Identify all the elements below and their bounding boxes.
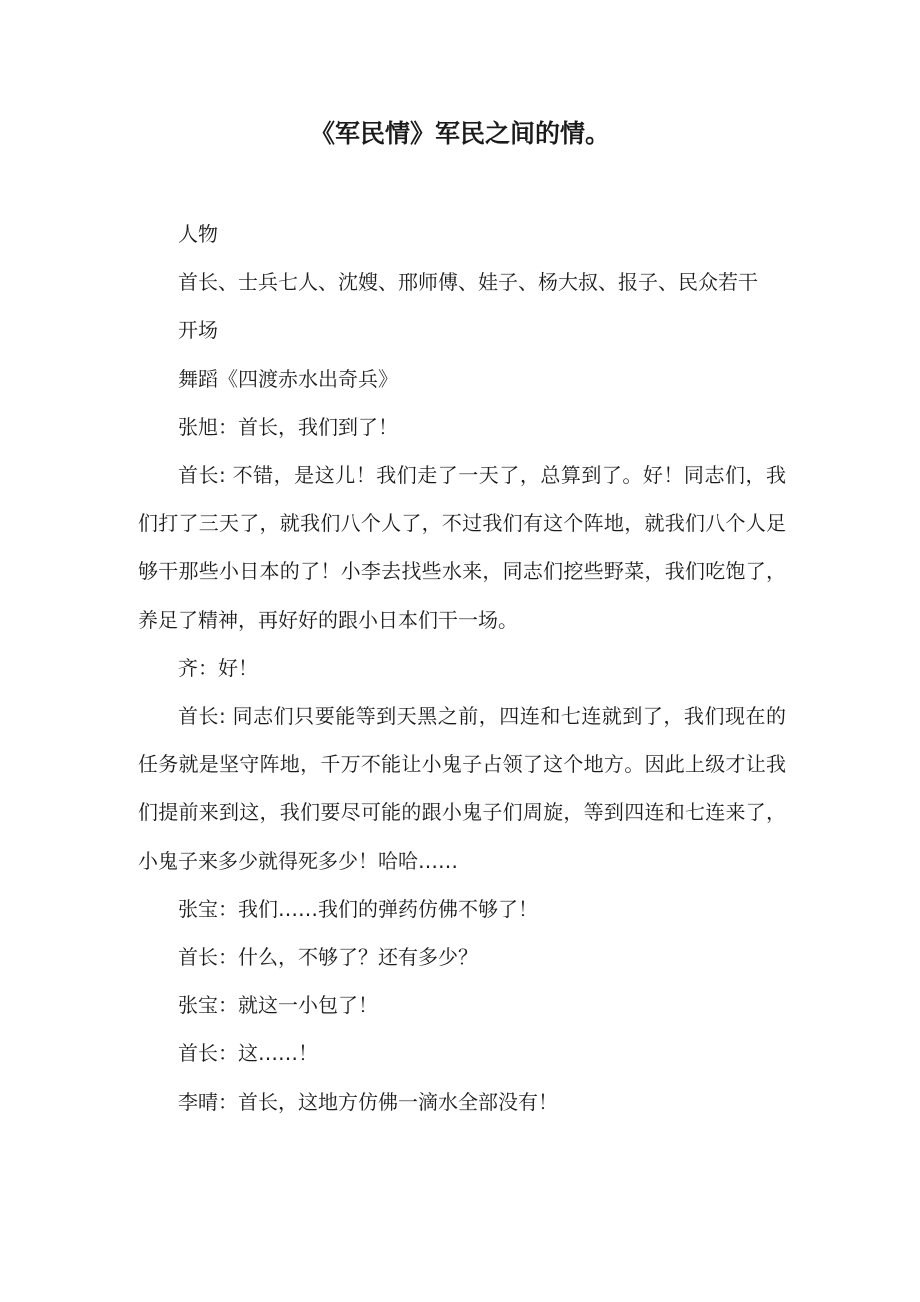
paragraph-characters-list: 首长、士兵七人、沈嫂、邢师傅、娃子、杨大叔、报子、民众若干 (178, 270, 758, 295)
paragraph-dialogue: 首长：什么，不够了？还有多少？ (178, 945, 478, 970)
paragraph-characters-heading: 人物 (178, 222, 218, 246)
paragraph-dialogue: 张宝：我们……我们的弹药仿佛不够了！ (178, 896, 538, 921)
document-title: 《军民情》军民之间的情。 (309, 119, 610, 148)
document-body (138, 210, 786, 1126)
paragraph-dialogue: 齐：好！ (178, 655, 258, 680)
paragraph-dialogue: 张旭：首长，我们到了！ (178, 414, 398, 439)
paragraph-dialogue: 首长: 不错，是这儿！我们走了一天了，总算到了。好！同志们，我们打了三天了，就我们八个人了，不过我们有这个阵地，就我们八个人足够干那些小日本的了！小李去找些水来，同志们挖些野菜，我们吃饱了，养足了精神，再好好的跟小日本们干一场。 (138, 463, 786, 632)
paragraph-dialogue: 首长：这……！ (178, 1041, 318, 1066)
paragraph-dance: 舞蹈《四渡赤水出奇兵》 (178, 366, 398, 391)
paragraph-opening-heading: 开场 (178, 318, 218, 343)
paragraph-dialogue: 李晴：首长，这地方仿佛一滴水全部没有！ (178, 1089, 558, 1114)
paragraph-dialogue: 张宝：就这一小包了！ (178, 993, 378, 1018)
paragraph-dialogue: 首长: 同志们只要能等到天黑之前，四连和七连就到了，我们现在的任务就是坚守阵地，千万不能让小鬼子占领了这个地方。因此上级才让我们提前来到这，我们要尽可能的跟小鬼子们周旋，等到四连和七连来了，小鬼子来多少就得死多少！哈哈…… (138, 704, 786, 873)
